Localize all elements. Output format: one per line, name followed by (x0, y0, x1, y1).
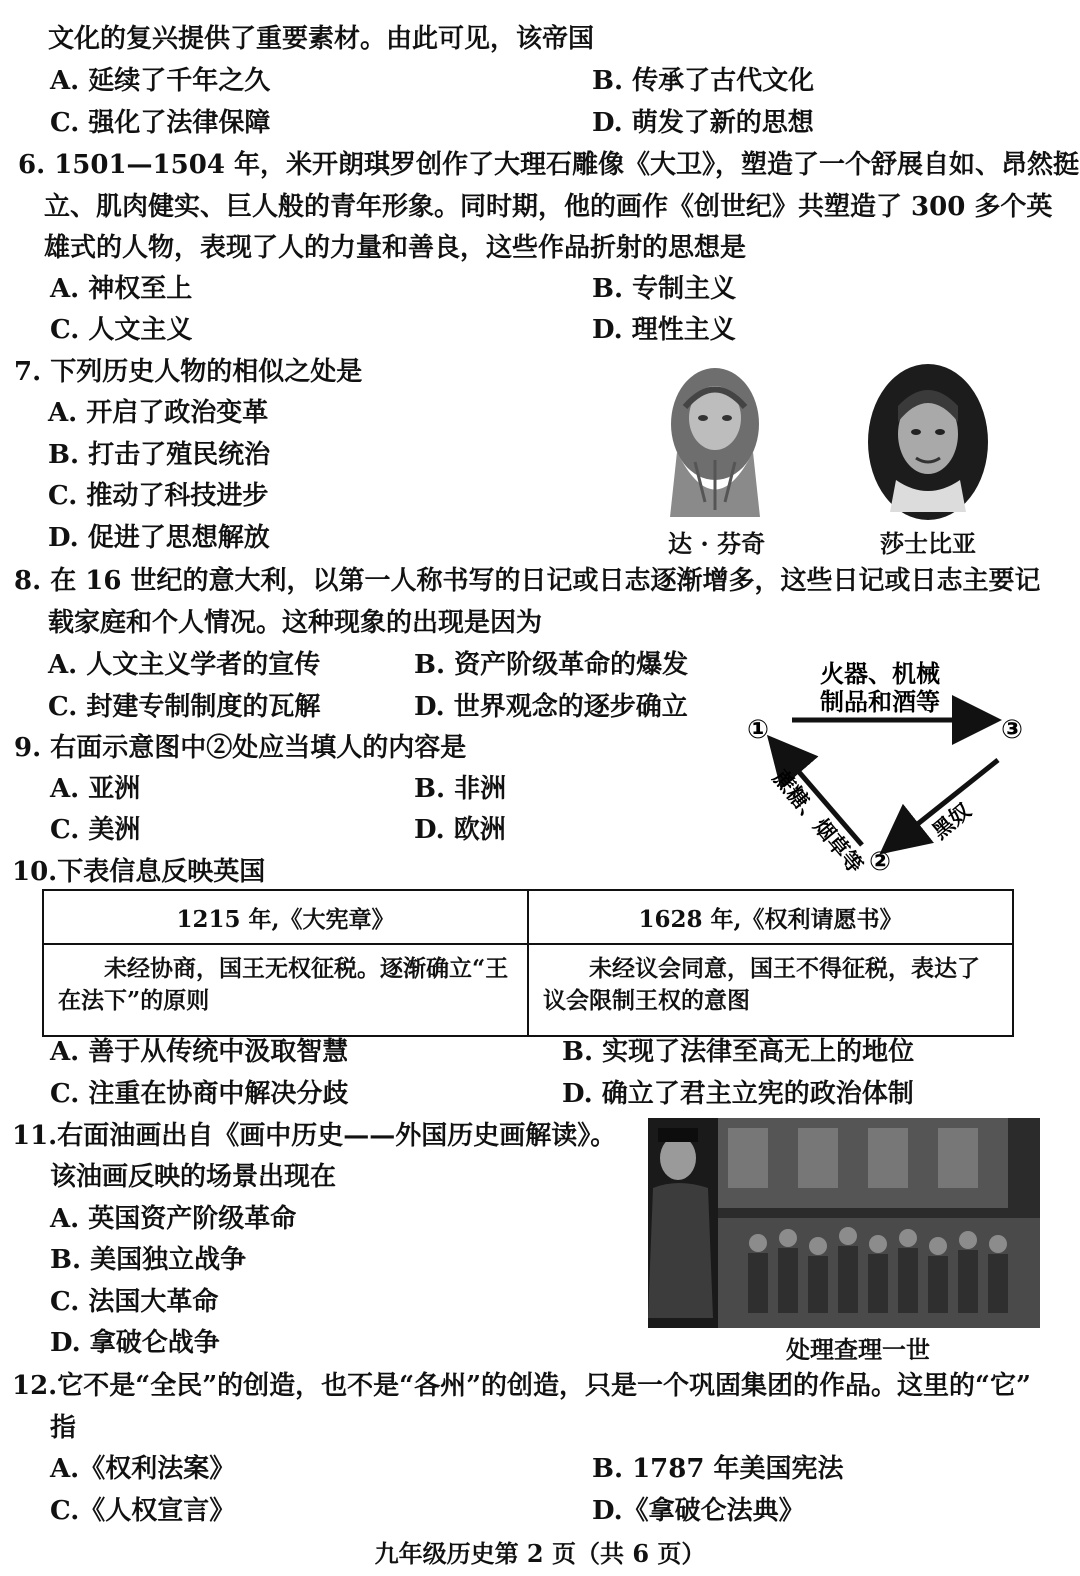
q8-stem-line1: 8. 在 16 世纪的意大利，以第一人称书写的日记或日志逐渐增多，这些日记或日志主要记 (14, 566, 1041, 596)
q12-option-c: C.《人权宣言》 (50, 1496, 236, 1526)
q10-option-c: C. 注重在协商中解决分歧 (50, 1079, 349, 1109)
q6-stem-line1: 6. 1501—1504 年，米开朗琪罗创作了大理石雕像《大卫》，塑造了一个舒展自如、昂然挺 (18, 150, 1079, 180)
q10-option-a: A. 善于从传统中汲取智慧 (50, 1037, 349, 1067)
shakespeare-caption: 莎士比亚 (880, 529, 976, 558)
q10-table (42, 889, 1014, 1037)
q11-stem-line1: 11.右面油画出自《画中历史——外国历史画解读》。 (12, 1121, 617, 1151)
q7-option-a: A. 开启了政治变革 (48, 398, 269, 428)
q11-option-b: B. 美国独立战争 (50, 1245, 247, 1275)
q12-stem-line2: 指 (50, 1413, 77, 1443)
execution-of-charles-painting (648, 1118, 1040, 1328)
q8-option-c: C. 封建专制制度的瓦解 (48, 692, 321, 722)
page-footer: 九年级历史第 2 页（共 6 页） (374, 1539, 706, 1568)
q10-col1-header: 1215 年,《大宪章》 (43, 890, 528, 944)
q6-option-a: A. 神权至上 (50, 274, 193, 304)
q6-option-c: C. 人文主义 (50, 315, 193, 345)
q8-option-b: B. 资产阶级革命的爆发 (414, 650, 689, 680)
q7-option-c: C. 推动了科技进步 (48, 481, 269, 511)
shakespeare-portrait (866, 362, 990, 522)
q6-option-b: B. 专制主义 (592, 274, 737, 304)
q9-option-a: A. 亚洲 (50, 774, 141, 804)
q5-stem-tail: 文化的复兴提供了重要素材。由此可见，该帝国 (48, 24, 595, 54)
diagram-left-label: 蔗糖、烟草等 (768, 765, 868, 878)
diagram-node-2: ② (868, 847, 892, 877)
q10-col1-body: 未经协商，国王无权征税。逐渐确立“王在法下”的原则 (43, 944, 528, 1036)
q10-stem: 10.下表信息反映英国 (12, 857, 266, 887)
q5-option-b: B. 传承了古代文化 (592, 66, 815, 96)
q5-option-d: D. 萌发了新的思想 (592, 108, 814, 138)
q11-option-d: D. 拿破仑战争 (50, 1328, 220, 1358)
q9-stem: 9. 右面示意图中②处应当填人的内容是 (14, 733, 467, 763)
diagram-top-label-1: 火器、机械 (820, 660, 940, 688)
diagram-right-label: 黑奴 (927, 798, 976, 844)
q12-stem-line1: 12.它不是“全民”的创造，也不是“各州”的创造，只是一个巩固集团的作品。这里的“它” (12, 1371, 1031, 1401)
q12-option-a: A.《权利法案》 (50, 1454, 236, 1484)
q7-stem: 7. 下列历史人物的相似之处是 (14, 357, 363, 387)
q8-option-a: A. 人文主义学者的宣传 (48, 650, 321, 680)
q11-option-c: C. 法国大革命 (50, 1287, 219, 1317)
q6-stem-line3: 雄式的人物，表现了人的力量和善良，这些作品折射的思想是 (44, 233, 747, 263)
q9-option-c: C. 美洲 (50, 815, 141, 845)
q11-option-a: A. 英国资产阶级革命 (50, 1204, 297, 1234)
da-vinci-caption: 达 · 芬奇 (668, 529, 766, 558)
q10-col2-header: 1628 年,《权利请愿书》 (528, 890, 1013, 944)
painting-caption: 处理查理一世 (786, 1335, 930, 1364)
q9-option-d: D. 欧洲 (414, 815, 506, 845)
diagram-node-1: ① (746, 715, 770, 745)
q9-option-b: B. 非洲 (414, 774, 507, 804)
q6-option-d: D. 理性主义 (592, 315, 736, 345)
q12-option-d: D.《拿破仑法典》 (592, 1496, 805, 1526)
q10-option-d: D. 确立了君主立宪的政治体制 (562, 1079, 914, 1109)
q10-col2-body: 未经议会同意，国王不得征税，表达了议会限制王权的意图 (528, 944, 1013, 1036)
q11-stem-line2: 该油画反映的场景出现在 (50, 1162, 337, 1192)
diagram-top-label-2: 制品和酒等 (820, 688, 940, 716)
q5-option-c: C. 强化了法律保障 (50, 108, 271, 138)
q7-option-d: D. 促进了思想解放 (48, 523, 270, 553)
q5-option-a: A. 延续了千年之久 (50, 66, 271, 96)
q10-option-b: B. 实现了法律至高无上的地位 (562, 1037, 915, 1067)
q8-stem-line2: 载家庭和个人情况。这种现象的出现是因为 (48, 608, 543, 638)
diagram-node-3: ③ (1000, 715, 1024, 745)
q6-stem-line2: 立、肌肉健实、巨人般的青年形象。同时期，他的画作《创世纪》共塑造了 300 多个英 (44, 192, 1053, 222)
q7-option-b: B. 打击了殖民统治 (48, 440, 271, 470)
q8-option-d: D. 世界观念的逐步确立 (414, 692, 688, 722)
q12-option-b: B. 1787 年美国宪法 (592, 1454, 844, 1484)
da-vinci-portrait (655, 352, 775, 522)
triangular-trade-diagram (730, 650, 1050, 890)
